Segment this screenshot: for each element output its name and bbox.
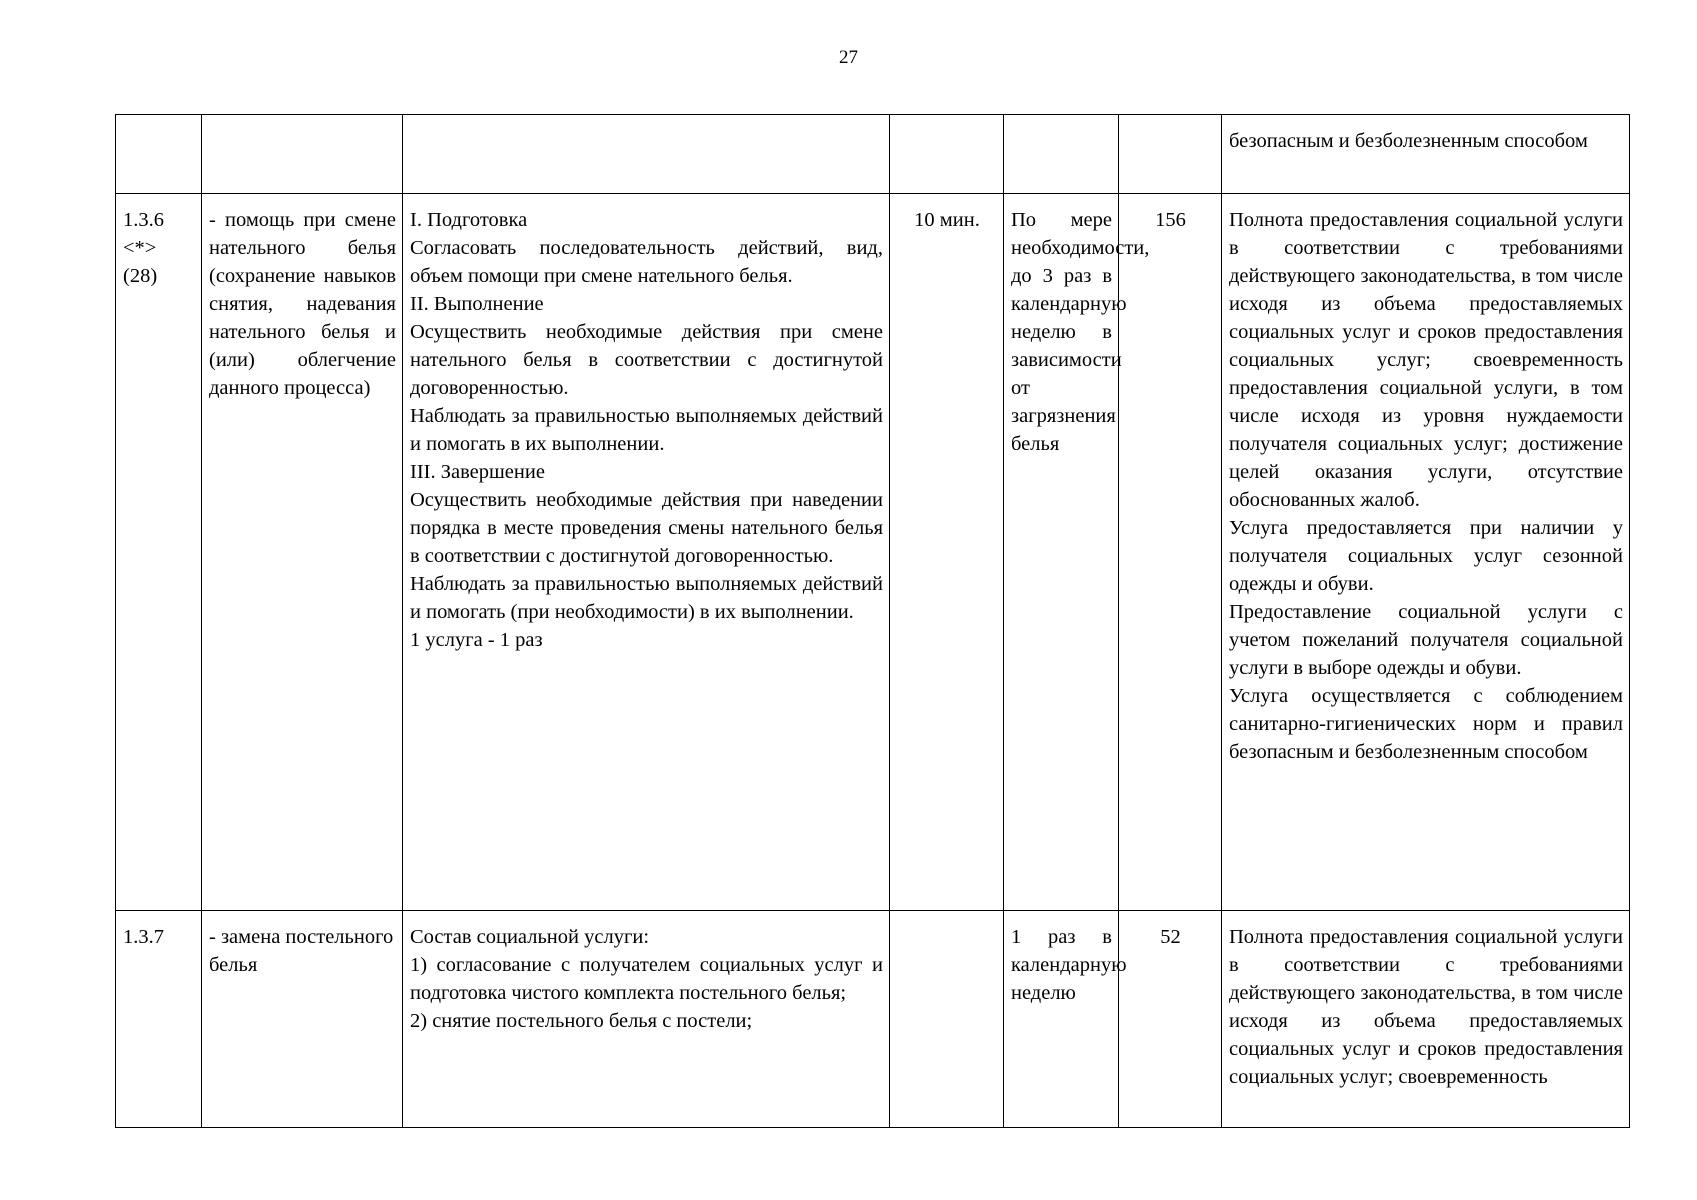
cell-service-id: 1.3.6 <*> (28): [116, 194, 202, 911]
cell-service-name: - помощь при смене нательного белья (сохранение навыков снятия, надевания нательного белья и (или) облегчение данного процесса): [202, 194, 403, 911]
content-paragraph: Наблюдать за правильностью выполняемых действий и помогать (при необходимости) в их выполнении.: [410, 573, 883, 623]
content-heading: Состав социальной услуги:: [410, 926, 650, 948]
table-row: [116, 115, 1630, 194]
criteria-paragraph: безопасным и безболезненным способом: [1229, 130, 1588, 152]
content-paragraph: Осуществить необходимые действия при наведении порядка в месте проведения смены нательного белья в соответствии с достигнутой договоренностью.: [410, 489, 883, 567]
criteria-paragraph: Полнота предоставления социальной услуги в соответствии с требованиями действующего законодательства, в том числе исходя из объема предоставляемых социальных услуг и сроков предоставления социальных услуг; своевременность предоставления социальной услуги, в том числе исходя из уровня нуждаемости получателя социальных услуг; достижение целей оказания услуги, отсутствие обоснованных жалоб.: [1229, 209, 1623, 511]
table-row: [116, 911, 1630, 1128]
cell-frequency: По мере необходимости, до 3 раз в календарную неделю в зависимости от загрязнения белья: [1004, 194, 1119, 911]
cell-service-content: [403, 911, 890, 1128]
page-number: 27: [839, 47, 858, 68]
cell-service-id: [116, 115, 202, 194]
cell-count: 52: [1119, 911, 1222, 1128]
services-table: [115, 114, 1630, 1128]
content-paragraph: 1 услуга - 1 раз: [410, 629, 543, 651]
cell-criteria: [1222, 115, 1630, 194]
cell-duration: [890, 911, 1004, 1128]
cell-count: 156: [1119, 194, 1222, 911]
cell-service-name: [202, 115, 403, 194]
cell-criteria: [1222, 194, 1630, 911]
cell-frequency: [1004, 115, 1119, 194]
cell-service-content: [403, 194, 890, 911]
cell-service-name: - замена постельного белья: [202, 911, 403, 1128]
criteria-paragraph: Услуга осуществляется с соблюдением санитарно-гигиенических норм и правил безопасным и безболезненным способом: [1229, 685, 1623, 763]
content-paragraph: Наблюдать за правильностью выполняемых действий и помогать в их выполнении.: [410, 405, 883, 455]
content-heading: III. Завершение: [410, 461, 545, 483]
criteria-paragraph: Предоставление социальной услуги с учетом пожеланий получателя социальной услуги в выборе одежды и обуви.: [1229, 601, 1623, 679]
content-paragraph: Согласовать последовательность действий, вид, объем помощи при смене нательного белья.: [410, 237, 883, 287]
content-paragraph: 1) согласование с получателем социальных услуг и подготовка чистого комплекта постельного белья;: [410, 954, 883, 1004]
criteria-paragraph: Полнота предоставления социальной услуги в соответствии с требованиями действующего законодательства, в том числе исходя из объема предоставляемых социальных услуг и сроков предоставления социальных услуг; своевременность: [1229, 926, 1623, 1088]
criteria-paragraph: Услуга предоставляется при наличии у получателя социальных услуг сезонной одежды и обуви.: [1229, 517, 1623, 595]
cell-criteria: [1222, 911, 1630, 1128]
cell-service-id: 1.3.7: [116, 911, 202, 1128]
cell-duration: 10 мин.: [890, 194, 1004, 911]
cell-service-content: [403, 115, 890, 194]
table-row: [116, 194, 1630, 911]
content-paragraph: Осуществить необходимые действия при смене нательного белья в соответствии с достигнутой договоренностью.: [410, 321, 883, 399]
content-paragraph: 2) снятие постельного белья с постели;: [410, 1010, 753, 1032]
cell-duration: [890, 115, 1004, 194]
content-heading: I. Подготовка: [410, 209, 528, 231]
cell-frequency: 1 раз в календарную неделю: [1004, 911, 1119, 1128]
cell-count: [1119, 115, 1222, 194]
content-heading: II. Выполнение: [410, 293, 544, 315]
